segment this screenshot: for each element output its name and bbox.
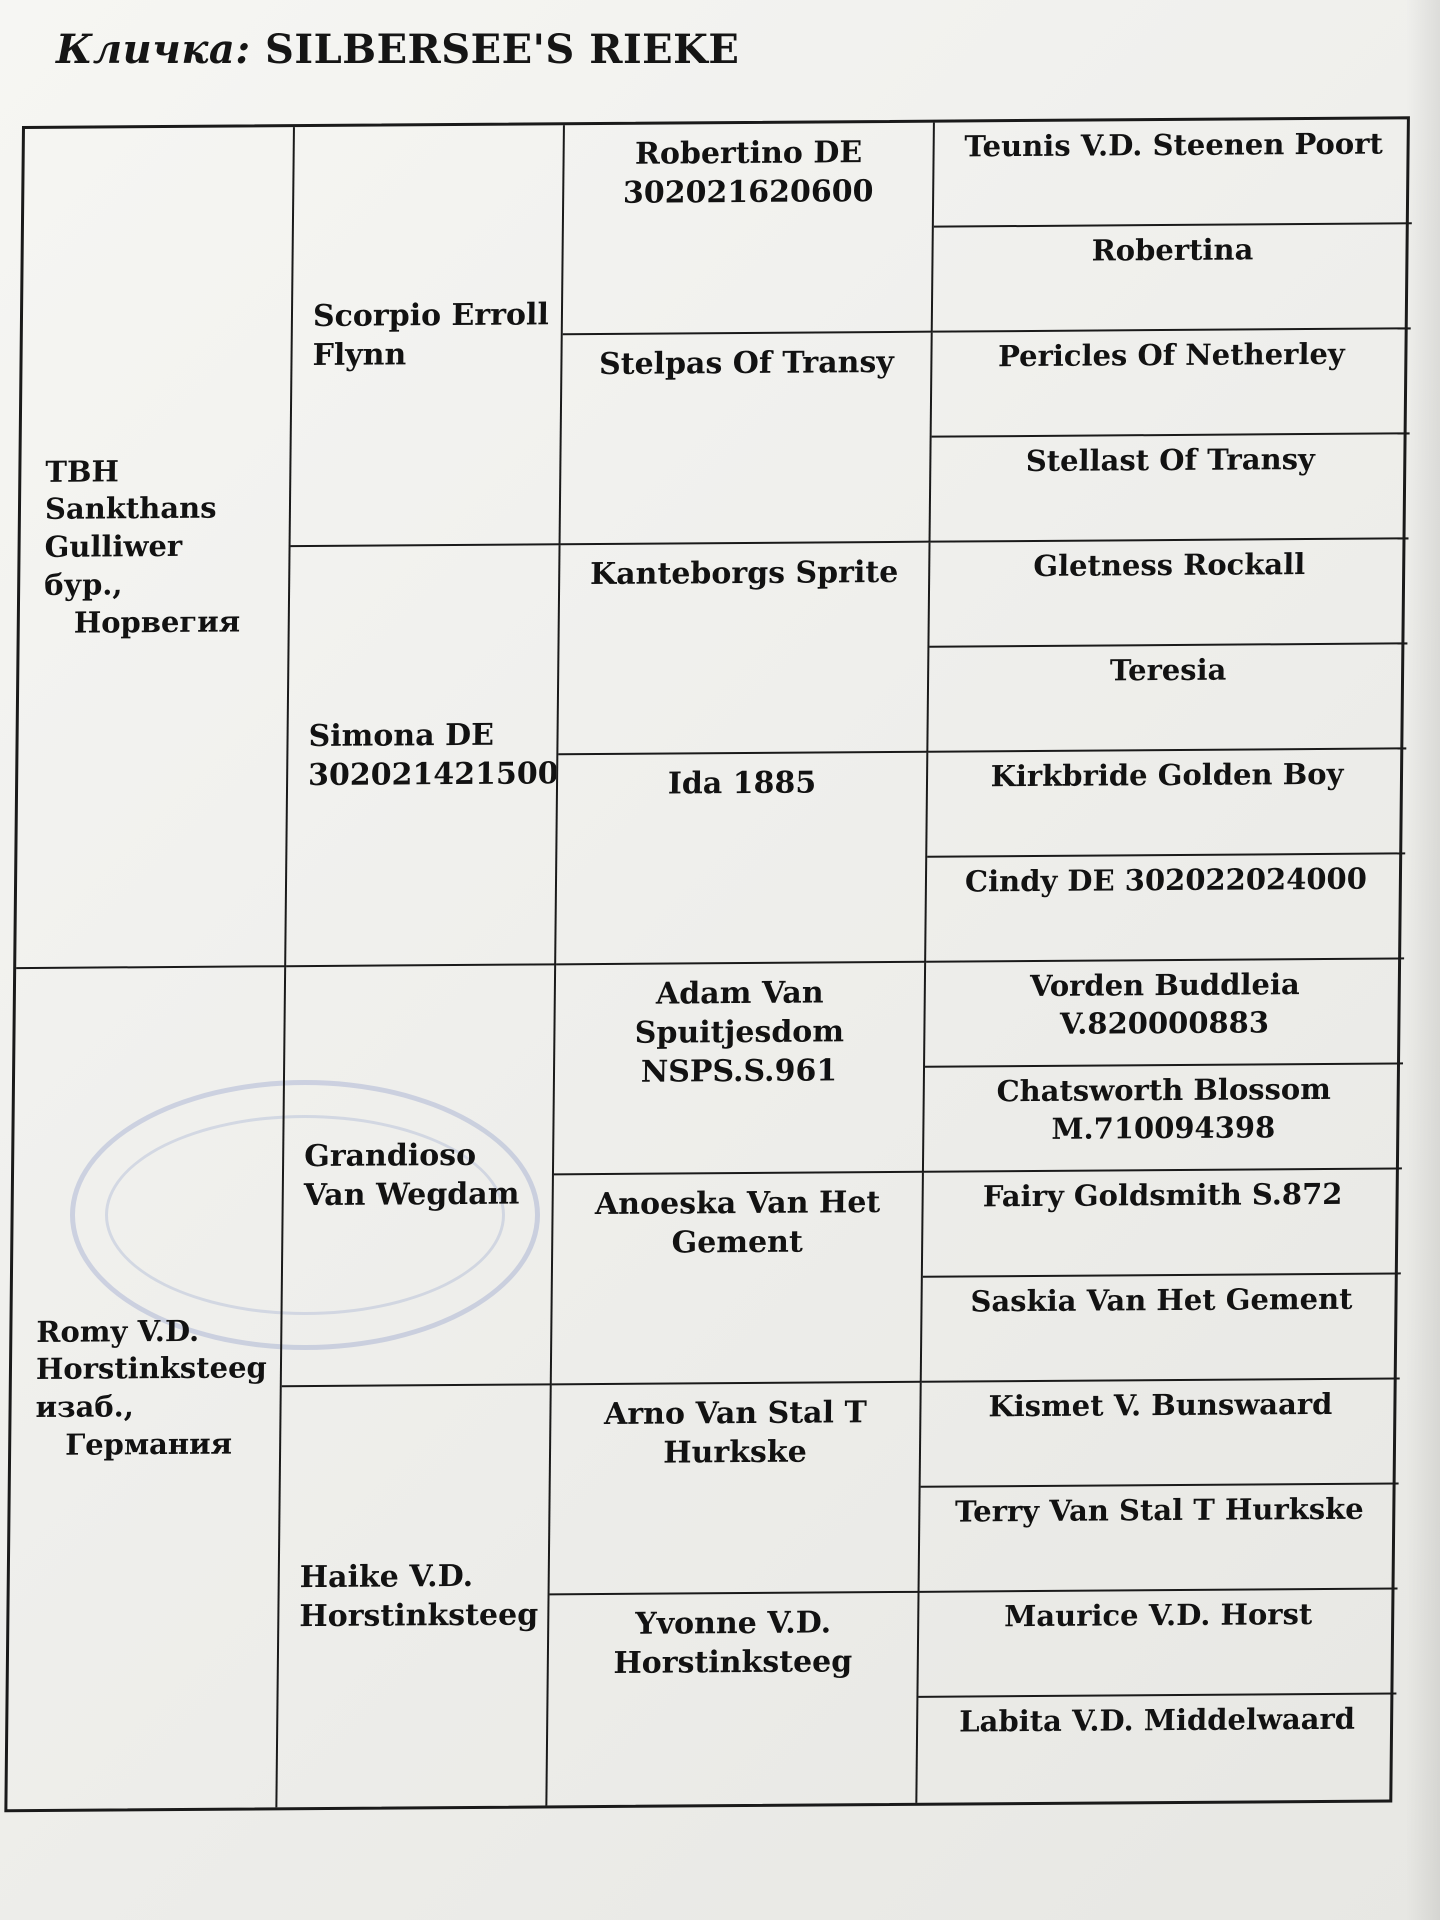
gen4-name-10: Chatsworth Blossom M.710094398 xyxy=(996,1071,1332,1146)
gen4-cell-16 xyxy=(917,1694,1396,1802)
gen4-cell-6 xyxy=(928,644,1407,752)
sire-sire-cell xyxy=(291,125,565,547)
gen4-cell-5 xyxy=(929,539,1408,647)
dam-sire-name: Grandioso Van Wegdam xyxy=(303,1137,520,1214)
title-label: Кличка: xyxy=(56,26,251,73)
gen4-name-6: Teresia xyxy=(1109,652,1227,688)
ss-dam-name: Stelpas Of Transy xyxy=(598,344,894,382)
ss-sire-cell xyxy=(563,123,935,336)
gen4-name-5: Gletness Rockall xyxy=(1033,547,1306,583)
gen4-name-11: Fairy Goldsmith S.872 xyxy=(982,1176,1343,1214)
gen4-name-16: Labita V.D. Middelwaard xyxy=(959,1701,1356,1739)
gen4-cell-14 xyxy=(920,1484,1399,1592)
dam-color: изаб., xyxy=(35,1389,135,1424)
dd-sire-name: Arno Van Stal T Hurkske xyxy=(603,1395,867,1471)
dam-country: Германия xyxy=(65,1426,233,1462)
dam-dam-cell xyxy=(277,1385,551,1807)
gen4-cell-4 xyxy=(931,434,1410,542)
sd-sire-name: Kanteborgs Sprite xyxy=(589,554,899,593)
sire-dam-cell xyxy=(286,545,560,967)
ds-dam-name: Anoeska Van Het Gement xyxy=(594,1185,881,1261)
gen4-cell-12 xyxy=(922,1274,1401,1382)
ds-sire-cell xyxy=(554,963,926,1176)
dam-sire-cell xyxy=(282,965,556,1387)
gen4-cell-9 xyxy=(925,959,1404,1067)
gen4-cell-13 xyxy=(921,1379,1400,1487)
gen4-name-3: Pericles Of Netherley xyxy=(997,336,1345,374)
gen4-cell-1 xyxy=(934,119,1413,227)
ss-sire-name: Robertino DE 302021620600 xyxy=(622,135,874,211)
dog-name: SILBERSEE'S RIEKE xyxy=(265,26,740,73)
gen4-name-12: Saskia Van Het Gement xyxy=(970,1281,1353,1319)
gen4-cell-3 xyxy=(932,329,1411,437)
gen4-name-8: Cindy DE 302022024000 xyxy=(964,861,1368,899)
gen4-name-15: Maurice V.D. Horst xyxy=(1004,1597,1313,1634)
ss-dam-cell xyxy=(561,333,933,546)
gen4-name-2: Robertina xyxy=(1091,232,1254,268)
dd-dam-name: Yvonne V.D. Horstinksteeg xyxy=(613,1605,853,1681)
dam-cell xyxy=(7,967,286,1809)
gen4-name-7: Kirkbride Golden Boy xyxy=(990,756,1344,794)
gen4-name-14: Terry Van Stal T Hurkske xyxy=(954,1491,1364,1529)
dd-dam-cell xyxy=(547,1593,919,1806)
ds-dam-cell xyxy=(552,1173,924,1386)
dam-dam-name: Haike V.D. Horstinksteeg xyxy=(299,1558,539,1635)
dam-name: Romy V.D. Horstinksteeg xyxy=(35,1313,267,1387)
page-title xyxy=(56,26,739,73)
sd-dam-cell xyxy=(556,753,928,966)
dd-sire-cell xyxy=(550,1383,922,1596)
sire-color: бур., xyxy=(44,567,123,602)
gen4-name-4: Stellast Of Transy xyxy=(1025,441,1316,479)
gen4-name-1: Teunis V.D. Steenen Poort xyxy=(964,126,1384,164)
gen4-cell-15 xyxy=(918,1589,1397,1697)
sire-cell xyxy=(16,127,295,969)
gen4-cell-10 xyxy=(924,1064,1403,1172)
gen4-cell-7 xyxy=(927,749,1406,857)
ds-sire-name: Adam Van Spuitjesdom NSPS.S.961 xyxy=(634,975,845,1090)
gen4-cell-11 xyxy=(923,1169,1402,1277)
gen4-cell-8 xyxy=(926,854,1405,962)
gen4-name-9: Vorden Buddleia V.820000883 xyxy=(1029,967,1300,1041)
sire-sire-name: Scorpio Erroll Flynn xyxy=(312,297,549,373)
sire-dam-name: Simona DE 302021421500 xyxy=(307,717,559,794)
gen4-name-13: Kismet V. Bunswaard xyxy=(988,1386,1333,1424)
sire-country: Норвегия xyxy=(73,604,241,640)
pedigree-table xyxy=(4,116,1410,1812)
sire-name: TBH Sankthans Gulliwer xyxy=(44,454,217,565)
sd-sire-cell xyxy=(558,543,930,756)
gen4-cell-2 xyxy=(933,224,1412,332)
sd-dam-name: Ida 1885 xyxy=(667,765,817,802)
